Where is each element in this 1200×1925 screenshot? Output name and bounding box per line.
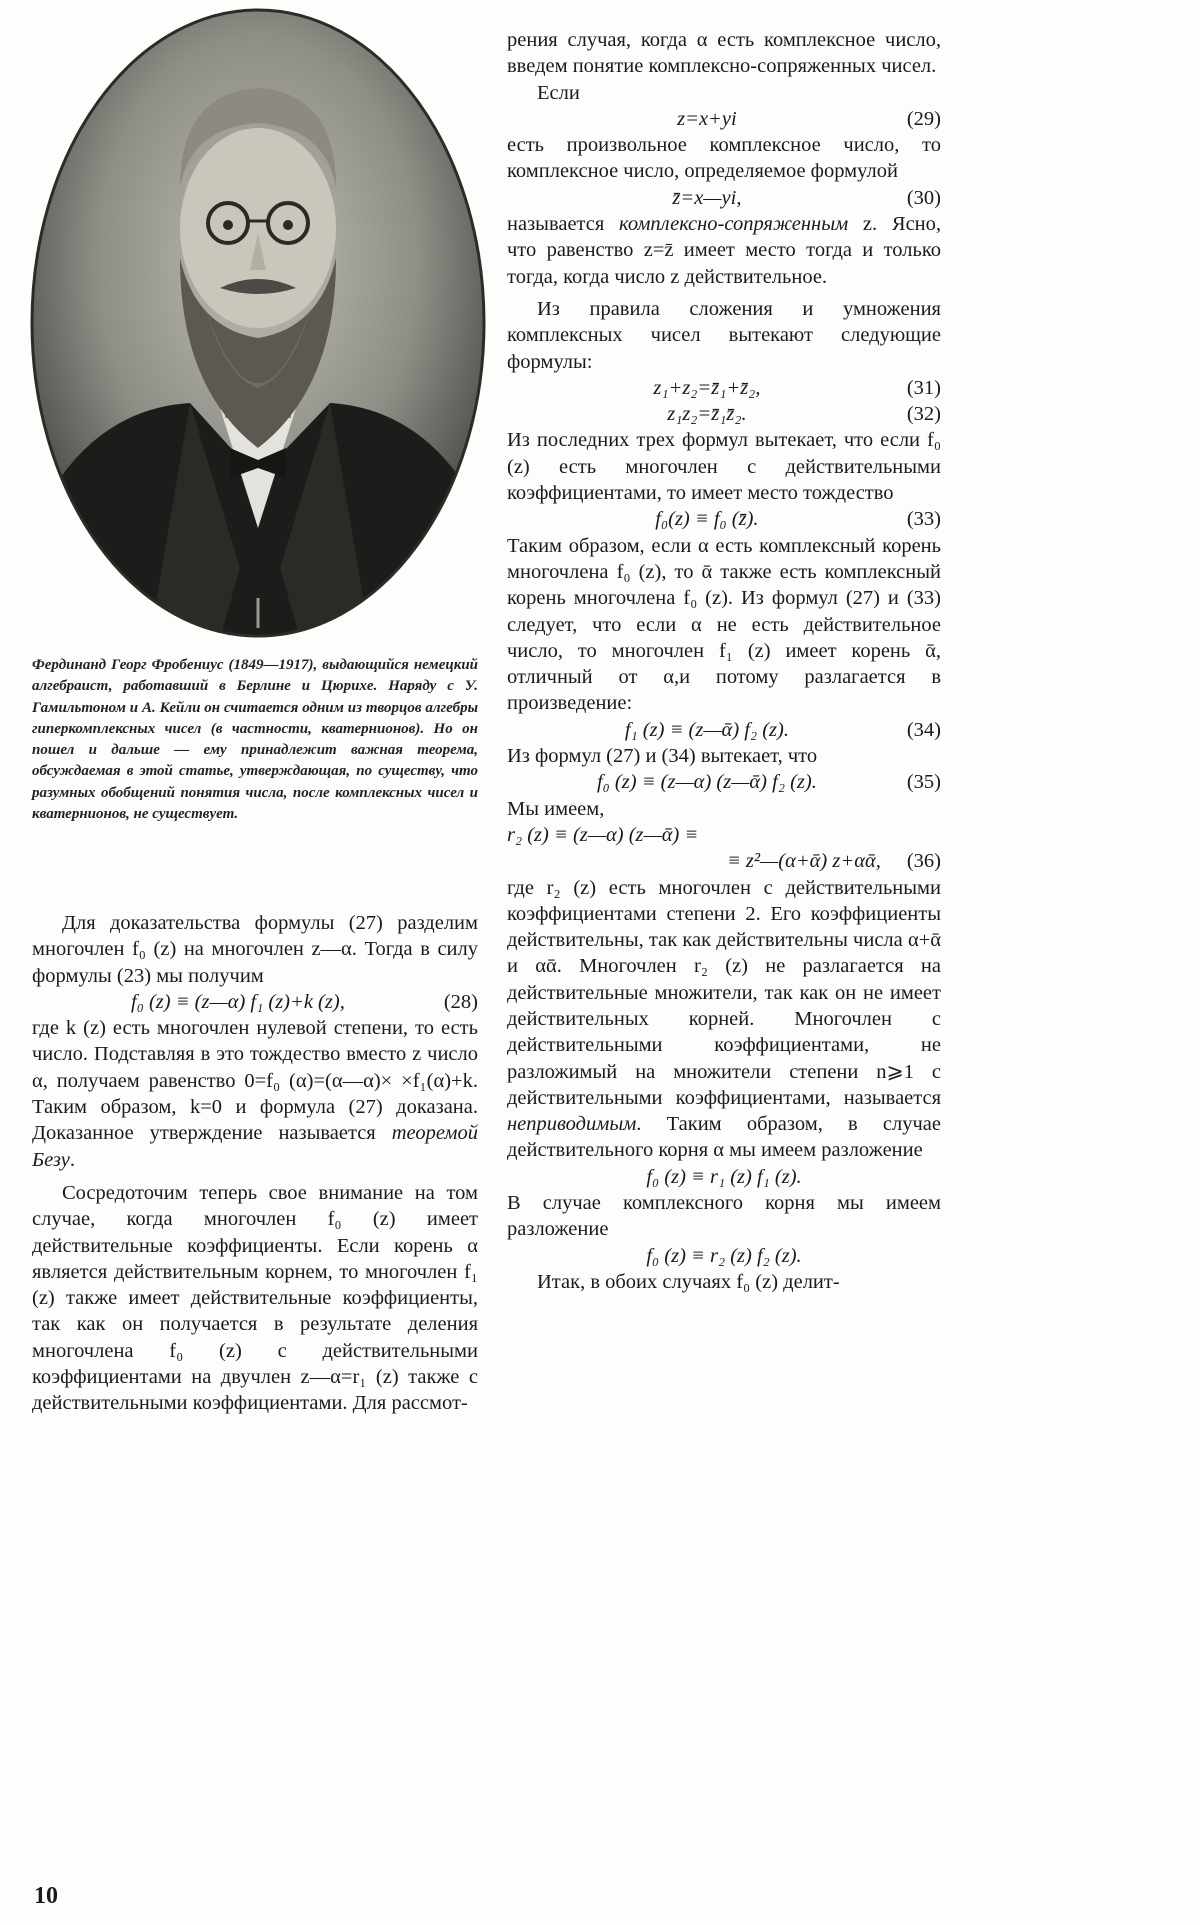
formula-29: [507, 106, 941, 132]
formula-expression: f₀(z) ≡ f₀ (z̄).: [655, 508, 759, 531]
page-number: 10: [34, 1883, 58, 1909]
formula-number: (31): [906, 376, 941, 399]
formula-complex-root: [507, 1243, 941, 1269]
formula-expression: f₀ (z) ≡ (z—α) (z—ᾱ) f₂ (z).: [596, 771, 817, 794]
paragraph: [32, 1015, 478, 1173]
paragraph: В случае комплексного корня мы имеем разложение: [507, 1192, 941, 1241]
formula-expression: f₀ (z) ≡ (z—α) f₁ (z)+k (z),: [131, 990, 345, 1013]
paragraph: [507, 875, 941, 1164]
paragraph: Из правила сложения и умножения комплексных чисел вытекают следующие формулы:: [507, 297, 941, 373]
paragraph-text: z. Ясно, что равенство z=z̄ имеет место тогда и только тогда, когда число z действительное.: [507, 213, 942, 288]
term-irreducible: неприводимым: [507, 1113, 637, 1136]
formula-expression: f₀ (z) ≡ r₂ (z) f₂ (z).: [646, 1244, 802, 1267]
paragraph-text: где r₂ (z) есть многочлен с действительными коэффициентами степени 2. Его коэффициенты действительны, так как действительны числа α+ᾱ и αᾱ. Многочлен r₂ (z) не разлагается на действительные множители, так как он не имеет действительных корней. Многочлен с действительными коэффициентами, не разложимый на множители степени n⩾1 с действительными коэффициентами, называется: [507, 876, 941, 1109]
formula-28: [32, 989, 478, 1015]
right-column: [507, 27, 941, 1295]
paragraph: Если: [537, 81, 580, 104]
formula-expression: f₁ (z) ≡ (z—ᾱ) f₂ (z).: [624, 718, 789, 741]
paragraph-text: . Таким образом, в случае действительного корня α мы имеем разложение: [507, 1113, 941, 1162]
formula-expression: r₂ (z) ≡ (z—α) (z—ᾱ) ≡: [507, 823, 699, 846]
paragraph-end: .: [69, 1148, 76, 1171]
paragraph: Для доказательства формулы (27) разделим многочлен f₀ (z) на многочлен z—α. Тогда в силу формулы (23) мы получим: [32, 912, 478, 987]
frobenius-portrait: [30, 8, 486, 638]
paragraph: Таким образом, если α есть комплексный корень многочлена f₀ (z), то ᾱ также есть комплексный корень многочлена f₀ (z). Из формул (27) и (33) следует, что если α не есть действительное число, то многочлен f₁ (z) имеет корень ᾱ, отличный от α,и потому разлагается в произведение:: [507, 534, 941, 715]
formula-real-root: [507, 1164, 941, 1190]
formula-expression: z̄=x—yi,: [672, 186, 742, 209]
formula-expression: f₀ (z) ≡ r₁ (z) f₁ (z).: [646, 1165, 802, 1188]
formula-expression: z₁z₂=z̄₁z̄₂.: [667, 403, 747, 426]
formula-34: [507, 717, 941, 743]
formula-expression: z₁+z₂=z̄₁+z̄₂,: [653, 376, 761, 399]
formula-number: (36): [906, 850, 941, 873]
paragraph: Сосредоточим теперь свое внимание на том случае, когда многочлен f₀ (z) имеет действительные коэффициенты. Если корень α является действительным корнем, то многочлен f₁ (z) также имеет действительные коэффициенты, так как он получается в результате деления многочлена f₀ (z) с действительными коэффициентами на двучлен z—α=r₁ (z) также с действительными коэффициентами. Для рассмот-: [32, 1181, 478, 1415]
formula-36-line-2: [507, 848, 941, 874]
formula-number: (29): [906, 107, 941, 130]
formula-number: (30): [906, 186, 941, 209]
paragraph: Мы имеем,: [507, 797, 605, 820]
formula-expression: ≡ z²—(α+ᾱ) z+αᾱ,: [726, 850, 881, 873]
formula-31: [507, 375, 941, 401]
formula-expression: z=x+yi: [677, 107, 737, 130]
term-complex-conjugate: комплексно-сопряженным: [619, 213, 849, 236]
left-column: [32, 910, 478, 1417]
paragraph: Из последних трех формул вытекает, что если f₀ (z) есть многочлен с действительными коэффициентами, то имеет место тождество: [507, 429, 941, 505]
formula-number: (32): [906, 403, 941, 426]
paragraph: есть произвольное комплексное число, то комплексное число, определяемое формулой: [507, 134, 941, 183]
term-bezout-theorem: теоремой Безу: [32, 1122, 479, 1171]
formula-35: [507, 769, 941, 795]
portrait-caption: Фердинанд Георг Фробениус (1849—1917), выдающийся немецкий алгебраист, работавший в Берлине и Цюрихе. Наряду с У. Гамильтоном и А. Кейли он считается одним из творцов алгебры гиперкомплексных чисел (в частности, кватернионов). Но он пошел и дальше — ему принадлежит важная теорема, обсуждаемая в этой статье, утверждающая, по существу, что разумных обобщений понятия числа, после комплексных чисел и кватернионов, не существует.: [32, 657, 478, 823]
formula-number: (33): [906, 508, 941, 531]
paragraph: рения случая, когда α есть комплексное число, введем понятие комплексно-сопряженных чисел.: [507, 29, 941, 78]
paragraph-text: где k (z) есть многочлен нулевой степени, то есть число. Подставляя в это тождество вместо z число α, получаем равенство 0=f₀ (α)=(α—α)× ×f₁(α)+k. Таким образом, k=0 и формула (27) доказана. Доказанное утверждение называется: [32, 1017, 478, 1145]
formula-number: (35): [906, 771, 941, 794]
formula-36-line-1: [507, 822, 941, 848]
paragraph: Итак, в обоих случаях f₀ (z) делит-: [537, 1270, 840, 1293]
formula-33: [507, 506, 941, 532]
paragraph: Из формул (27) и (34) вытекает, что: [507, 745, 818, 768]
formula-number: (34): [906, 718, 941, 741]
paragraph: [507, 211, 941, 290]
formula-30: [507, 185, 941, 211]
paragraph-text: называется: [507, 213, 605, 236]
formula-32: [507, 401, 941, 427]
formula-number: (28): [443, 990, 478, 1013]
